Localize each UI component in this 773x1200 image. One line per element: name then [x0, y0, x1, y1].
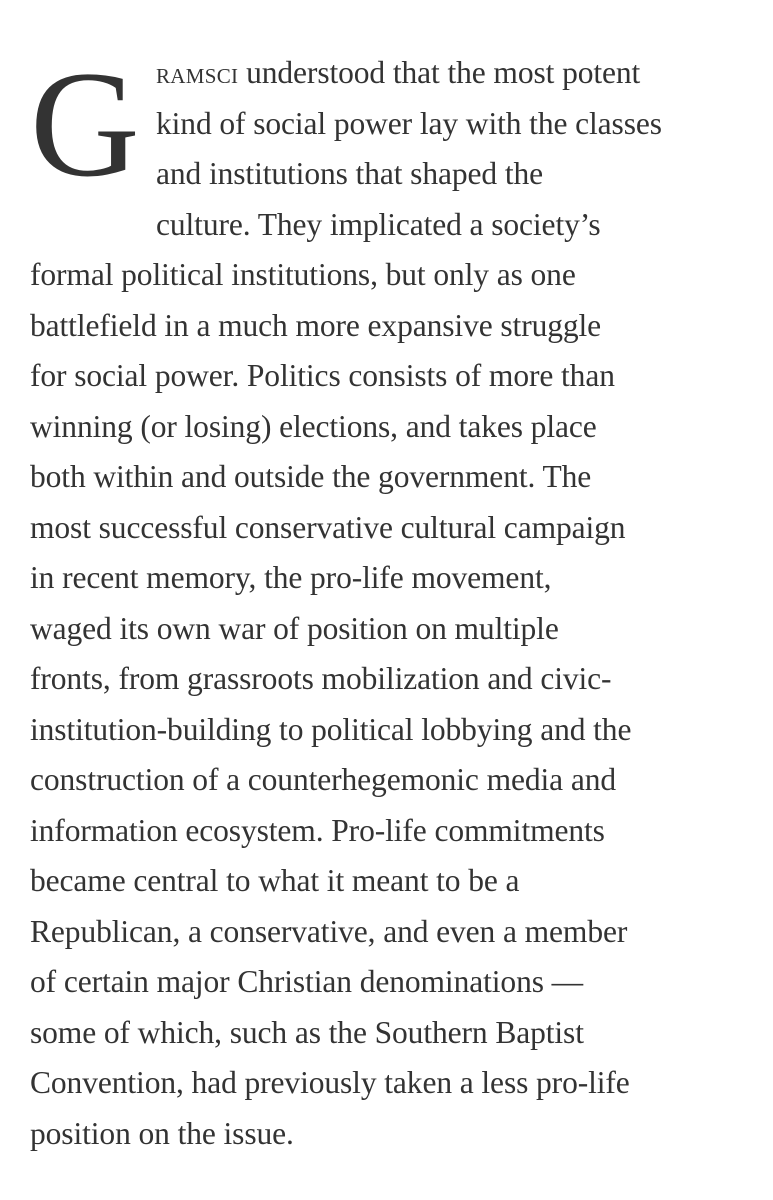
drop-cap: G — [30, 40, 140, 208]
text-line: battlefield in a much more expansive struggle — [30, 307, 602, 343]
first-line-text: understood that the most potent — [238, 55, 641, 90]
text-line: and institutions that shaped the — [156, 156, 543, 191]
text-line: culture. They implicated a society’s — [156, 206, 601, 242]
text-line: most successful conservative cultural campaign — [30, 509, 626, 545]
text-line: formal political institutions, but only as one — [30, 257, 576, 292]
text-line: position on the issue. — [30, 1115, 294, 1151]
text-line: waged its own war of position on multiple — [30, 610, 559, 646]
text-line: institution-building to political lobbying and the — [30, 711, 632, 747]
article-paragraph — [30, 40, 750, 1159]
text-line: became central to what it meant to be a — [30, 863, 520, 898]
text-line: winning (or losing) elections, and takes place — [30, 408, 597, 444]
text-line: information ecosystem. Pro-life commitments — [30, 812, 605, 848]
text-line: Convention, had previously taken a less pro-life — [30, 1065, 630, 1100]
text-line: kind of social power lay with the classes — [156, 105, 662, 141]
text-line: fronts, from grassroots mobilization and civic- — [30, 661, 612, 696]
text-line: Republican, a conservative, and even a member — [30, 913, 628, 949]
text-line: construction of a counterhegemonic media and — [30, 762, 617, 797]
lead-in-small-caps: ramsci — [156, 57, 239, 90]
text-line: both within and outside the government. The — [30, 459, 592, 494]
text-line: some of which, such as the Southern Baptist — [30, 1014, 584, 1050]
text-line: of certain major Christian denominations — — [30, 964, 584, 999]
text-line: for social power. Politics consists of more than — [30, 358, 615, 393]
text-line: in recent memory, the pro-life movement, — [30, 560, 552, 595]
